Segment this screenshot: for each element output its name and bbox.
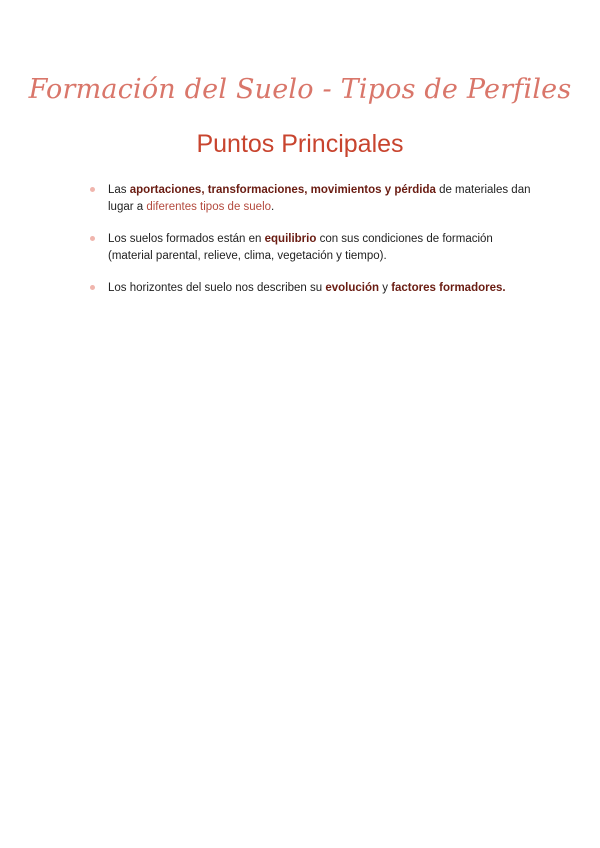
bullet-dot-icon [90, 236, 95, 241]
list-item [86, 280, 536, 297]
point-text: de materiales dan lugar a [108, 184, 531, 213]
point-text: . [271, 201, 275, 213]
point-text: Las [108, 184, 130, 196]
point-text: Los horizontes del suelo nos describen su [108, 282, 326, 294]
point-emphasis: aportaciones, transformaciones, movimientos y pérdida [129, 184, 436, 196]
point-emphasis: evolución [325, 282, 380, 294]
point-text: Los suelos formados están en [108, 233, 265, 245]
bullet-dot-icon [90, 187, 95, 192]
point-text: con sus condiciones de formación (material parental, relieve, clima, vegetación y tiempo). [108, 233, 493, 262]
point-highlight: diferentes tipos de suelo [146, 201, 272, 213]
point-emphasis: equilibrio [264, 233, 317, 245]
list-item [86, 231, 536, 265]
bullet-dot-icon [90, 285, 95, 290]
main-points-list [86, 182, 536, 312]
list-item [86, 182, 536, 216]
point-emphasis: factores formadores. [391, 282, 506, 294]
section-title: Puntos Principales [196, 130, 404, 158]
document-title: Formación del Suelo - Tipos de Perfiles [28, 74, 572, 105]
point-text: y [379, 282, 392, 294]
